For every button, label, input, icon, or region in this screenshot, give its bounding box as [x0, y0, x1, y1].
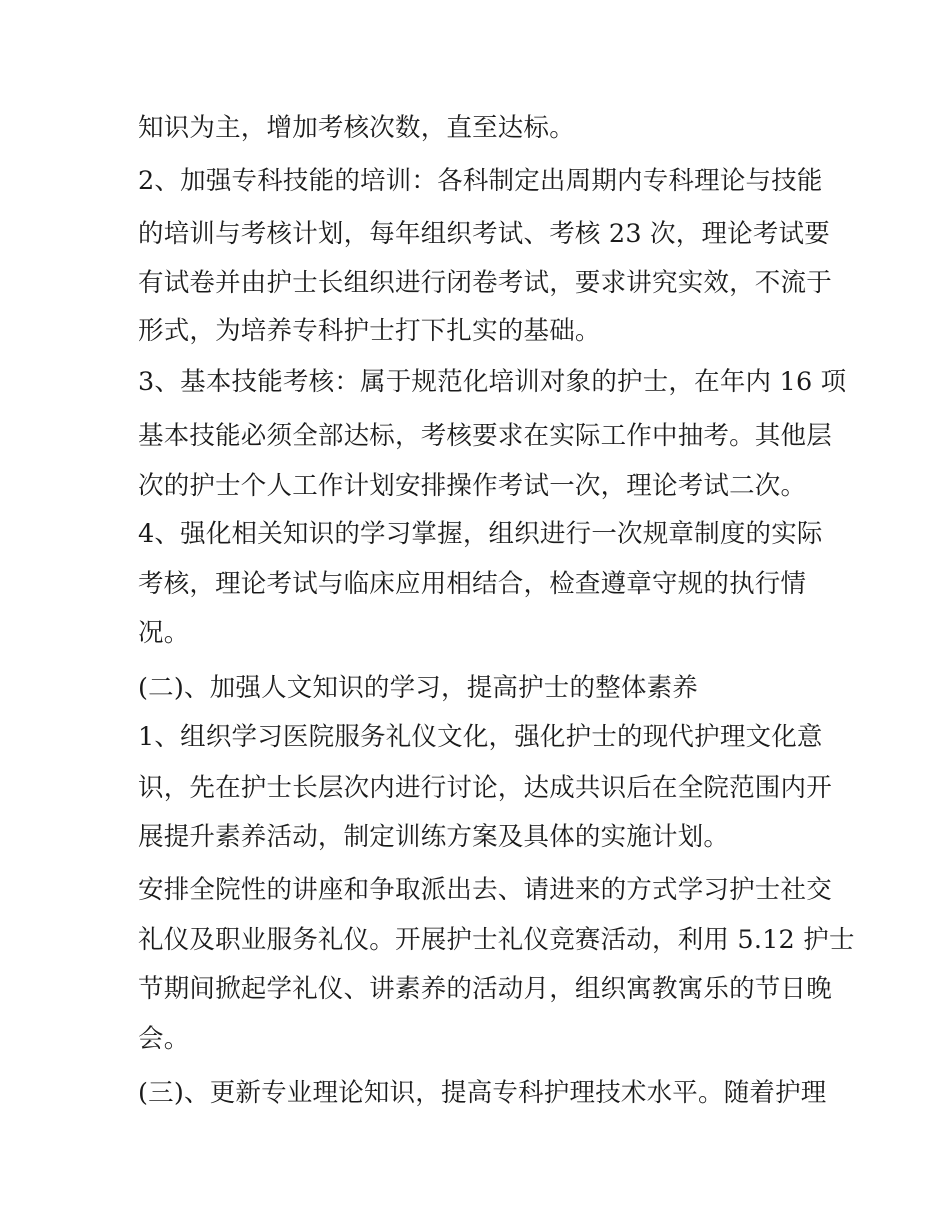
text-line: 考核，理论考试与临床应用相结合，检查遵章守规的执行情: [138, 569, 807, 599]
text-line: 4、强化相关知识的学习掌握，组织进行一次规章制度的实际: [138, 519, 823, 549]
section-heading: (三)、更新专业理论知识，提高专科护理技术水平。随着护理: [138, 1078, 827, 1108]
text-line: 次的护士个人工作计划安排操作考试一次，理论考试二次。: [138, 471, 807, 501]
text-line: 3、基本技能考核：属于规范化培训对象的护士，在年内 16 项: [138, 367, 847, 397]
text-line: 2、加强专科技能的培训：各科制定出周期内专科理论与技能: [138, 166, 823, 196]
text-line: 形式，为培养专科护士打下扎实的基础。: [138, 316, 601, 346]
section-heading: (二)、加强人文知识的学习，提高护士的整体素养: [138, 673, 698, 703]
text-line: 会。: [138, 1024, 190, 1054]
text-line: 节期间掀起学礼仪、讲素养的活动月，组织寓教寓乐的节日晚: [138, 974, 832, 1004]
text-line: 展提升素养活动，制定训练方案及具体的实施计划。: [138, 822, 730, 852]
text-line: 的培训与考核计划，每年组织考试、考核 23 次，理论考试要: [138, 219, 830, 249]
text-line: 1、组织学习医院服务礼仪文化，强化护士的现代护理文化意: [138, 722, 823, 752]
text-line: 安排全院性的讲座和争取派出去、请进来的方式学习护士社交: [138, 875, 832, 905]
text-line: 礼仪及职业服务礼仪。开展护士礼仪竞赛活动，利用 5.12 护士: [138, 925, 855, 955]
text-line: 有试卷并由护士长组织进行闭卷考试，要求讲究实效，不流于: [138, 268, 832, 298]
text-line: 基本技能必须全部达标，考核要求在实际工作中抽考。其他层: [138, 421, 832, 451]
text-line: 况。: [138, 618, 190, 648]
text-line: 识，先在护士长层次内进行讨论，达成共识后在全院范围内开: [138, 773, 832, 803]
text-line: 知识为主，增加考核次数，直至达标。: [138, 113, 575, 143]
